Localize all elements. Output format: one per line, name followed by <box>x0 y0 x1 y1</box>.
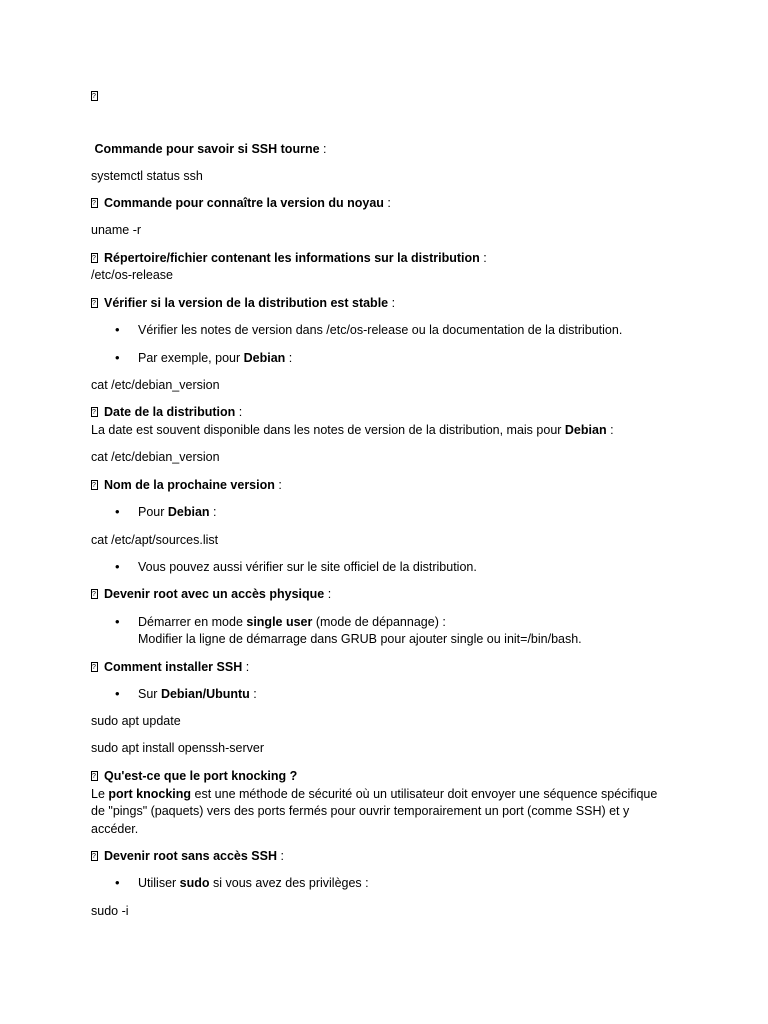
list-item-pour-debian: Pour Debian : <box>138 505 217 519</box>
list-item-debian-example: Par exemple, pour Debian : <box>138 351 293 365</box>
heading-install-ssh: ?Comment installer SSH : <box>91 659 249 675</box>
command-debian-version: cat /etc/debian_version <box>91 378 220 392</box>
list-item-single-user: Démarrer en mode single user (mode de dépannage) : <box>138 615 446 629</box>
missing-glyph-icon <box>91 298 98 308</box>
command-systemctl: systemctl status ssh <box>91 169 203 183</box>
bullet-icon <box>115 504 123 520</box>
bullet-icon <box>115 614 123 630</box>
paragraph-port-knocking-3: accéder. <box>91 822 139 836</box>
command-apt-install: sudo apt install openssh-server <box>91 741 265 755</box>
command-debian-version-2: cat /etc/debian_version <box>91 450 220 464</box>
heading-port-knocking: ?Qu'est-ce que le port knocking ? <box>91 768 297 784</box>
list-item-debian-ubuntu: Sur Debian/Ubuntu : <box>138 687 257 701</box>
missing-glyph-icon <box>91 771 98 781</box>
missing-glyph-icon <box>91 480 98 490</box>
heading-stable-version: ?Vérifier si la version de la distribution est stable : <box>91 295 395 311</box>
list-item-release-notes: Vérifier les notes de version dans /etc/os-release ou la documentation de la distribution. <box>138 323 623 337</box>
missing-glyph-icon <box>91 198 98 208</box>
paragraph-port-knocking-1: Le port knocking est une méthode de sécurité où un utilisateur doit envoyer une séquence spécifique <box>91 787 658 801</box>
missing-glyph-icon <box>91 91 98 101</box>
paragraph-date: La date est souvent disponible dans les notes de version de la distribution, mais pour Debian : <box>91 423 614 437</box>
missing-glyph-icon <box>91 589 98 599</box>
command-sudo-i: sudo -i <box>91 904 129 918</box>
heading-distro-date: ?Date de la distribution : <box>91 404 242 420</box>
heading-root-no-ssh: ?Devenir root sans accès SSH : <box>91 848 284 864</box>
missing-glyph-icon <box>91 253 98 263</box>
heading-distro-file: ?Répertoire/fichier contenant les informations sur la distribution : <box>91 250 487 266</box>
command-sources-list: cat /etc/apt/sources.list <box>91 533 219 547</box>
bullet-icon <box>115 875 123 891</box>
missing-glyph-icon <box>91 407 98 417</box>
path-os-release: /etc/os-release <box>91 268 173 282</box>
missing-glyph-icon <box>91 851 98 861</box>
heading-ssh-running: Commande pour savoir si SSH tourne : <box>94 142 327 156</box>
bullet-icon <box>115 350 123 366</box>
list-item-official-site: Vous pouvez aussi vérifier sur le site officiel de la distribution. <box>138 560 477 574</box>
heading-next-version: ?Nom de la prochaine version : <box>91 477 282 493</box>
list-item-grub-line: Modifier la ligne de démarrage dans GRUB pour ajouter single ou init=/bin/bash. <box>138 632 582 646</box>
bullet-icon <box>115 322 123 338</box>
missing-glyph-icon <box>91 662 98 672</box>
list-item-use-sudo: Utiliser sudo si vous avez des privilèges : <box>138 876 369 890</box>
bullet-icon <box>115 686 123 702</box>
placeholder-glyph-icon <box>91 88 104 104</box>
paragraph-port-knocking-2: de "pings" (paquets) vers des ports fermés pour ouvrir temporairement un port (comme SSH) et y <box>91 804 630 818</box>
command-uname: uname -r <box>91 223 142 237</box>
command-apt-update: sudo apt update <box>91 714 181 728</box>
heading-kernel-version: ?Commande pour connaître la version du noyau : <box>91 195 391 211</box>
heading-root-physical: ?Devenir root avec un accès physique : <box>91 586 331 602</box>
bullet-icon <box>115 559 123 575</box>
